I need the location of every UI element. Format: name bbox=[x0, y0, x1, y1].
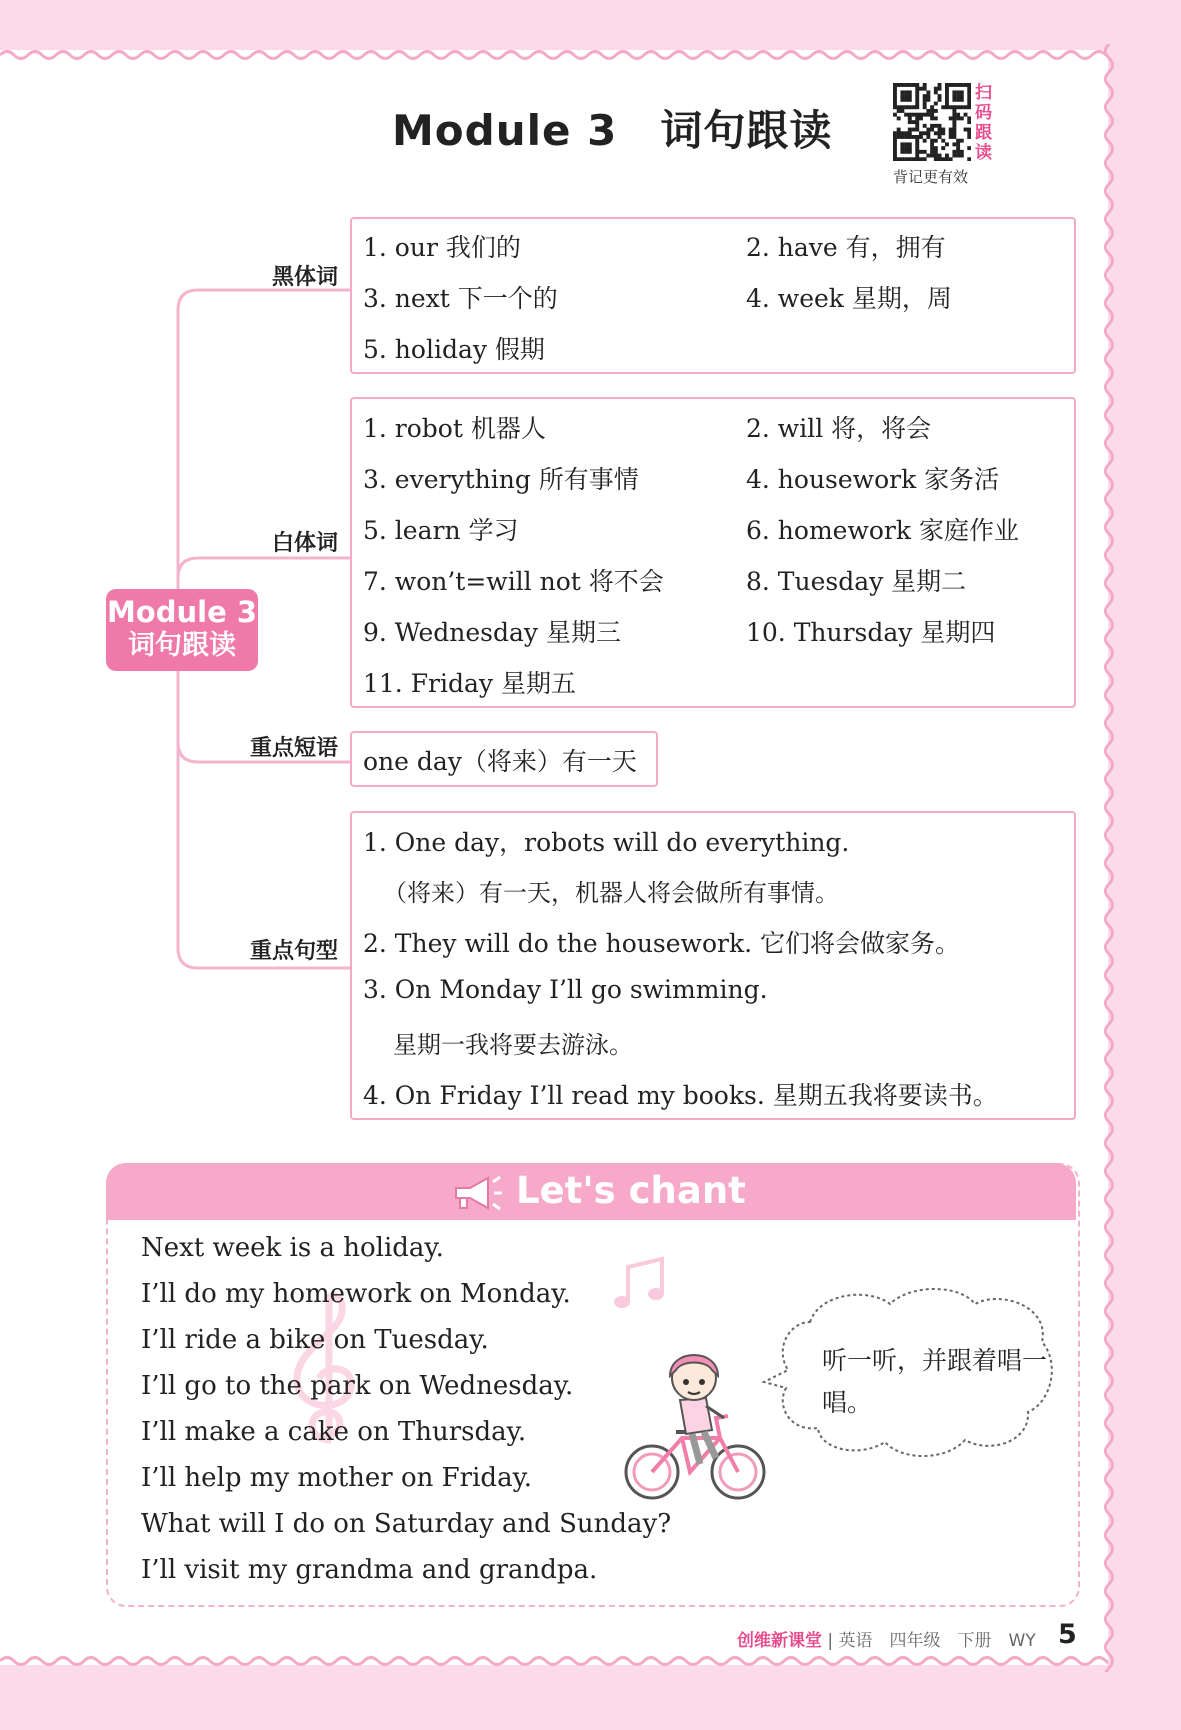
footer-details: 英语 四年级 下册 WY bbox=[838, 1631, 1036, 1651]
phrase-item: one day（将来）有一天 bbox=[363, 747, 637, 776]
megaphone-icon bbox=[448, 1172, 504, 1214]
music-note-icon bbox=[610, 1255, 670, 1315]
sentence-translation: 星期一我将要去游泳。 bbox=[393, 1031, 633, 1059]
category-key-phrases: 重点短语 bbox=[249, 736, 338, 761]
sentence-line: 1. One day，robots will do everything. bbox=[363, 828, 850, 857]
word-item: 4. week 星期，周 bbox=[746, 284, 952, 313]
girl-on-bike-illustration bbox=[620, 1340, 770, 1510]
word-item: 3. everything 所有事情 bbox=[363, 465, 639, 494]
qr-scan-label: 扫码跟读 bbox=[975, 83, 992, 163]
word-item: 5. learn 学习 bbox=[363, 516, 519, 545]
footer-separator: | bbox=[827, 1631, 834, 1651]
word-item: 10. Thursday 星期四 bbox=[746, 618, 996, 647]
word-item: 1. our 我们的 bbox=[363, 233, 521, 262]
word-item: 6. homework 家庭作业 bbox=[746, 516, 1019, 545]
footer-info bbox=[737, 1626, 1036, 1651]
chant-line: What will I do on Saturday and Sunday? bbox=[141, 1509, 672, 1539]
chant-line: I’ll visit my grandma and grandpa. bbox=[141, 1555, 598, 1585]
center-node-line1: Module 3 bbox=[106, 595, 258, 629]
word-item: 7. won’t=will not 将不会 bbox=[363, 567, 664, 596]
word-item: 4. housework 家务活 bbox=[746, 465, 1000, 494]
footer-brand: 创维新课堂 bbox=[737, 1631, 822, 1651]
chant-line: I’ll make a cake on Thursday. bbox=[141, 1417, 527, 1447]
word-item: 9. Wednesday 星期三 bbox=[363, 618, 621, 647]
center-node-line2: 词句跟读 bbox=[128, 630, 236, 661]
word-item: 5. holiday 假期 bbox=[363, 335, 545, 364]
page-title: Module 3 词句跟读 bbox=[392, 106, 833, 155]
sentence-line: 3. On Monday I’ll go swimming. bbox=[363, 975, 768, 1004]
sentence-line: 2. They will do the housework. 它们将会做家务。 bbox=[363, 929, 960, 958]
qr-caption: 背记更有效 bbox=[893, 168, 969, 186]
speech-bubble-text: 听一听，并跟着唱一唱。 bbox=[822, 1346, 1048, 1417]
chant-line: I’ll ride a bike on Tuesday. bbox=[141, 1325, 489, 1355]
chant-line: Next week is a holiday. bbox=[141, 1233, 444, 1263]
word-item: 2. will 将，将会 bbox=[746, 414, 932, 443]
category-plain-words: 白体词 bbox=[271, 531, 338, 556]
word-item: 2. have 有，拥有 bbox=[746, 233, 946, 262]
sentence-line: 4. On Friday I’ll read my books. 星期五我将要读书。 bbox=[363, 1081, 998, 1110]
chant-title: Let's chant bbox=[516, 1169, 746, 1212]
chant-line: I’ll do my homework on Monday. bbox=[141, 1279, 571, 1309]
chant-line: I’ll go to the park on Wednesday. bbox=[141, 1371, 574, 1401]
module-center-node bbox=[106, 589, 258, 671]
category-key-sentences: 重点句型 bbox=[249, 939, 338, 964]
word-item: 3. next 下一个的 bbox=[363, 284, 558, 313]
word-item: 8. Tuesday 星期二 bbox=[746, 567, 967, 596]
word-item: 11. Friday 星期五 bbox=[363, 669, 576, 698]
word-item: 1. robot 机器人 bbox=[363, 414, 546, 443]
category-bold-words: 黑体词 bbox=[271, 265, 338, 290]
page-number: 5 bbox=[1058, 1619, 1077, 1650]
chant-line: I’ll help my mother on Friday. bbox=[141, 1463, 533, 1493]
sentence-translation: （将来）有一天，机器人将会做所有事情。 bbox=[383, 879, 839, 907]
